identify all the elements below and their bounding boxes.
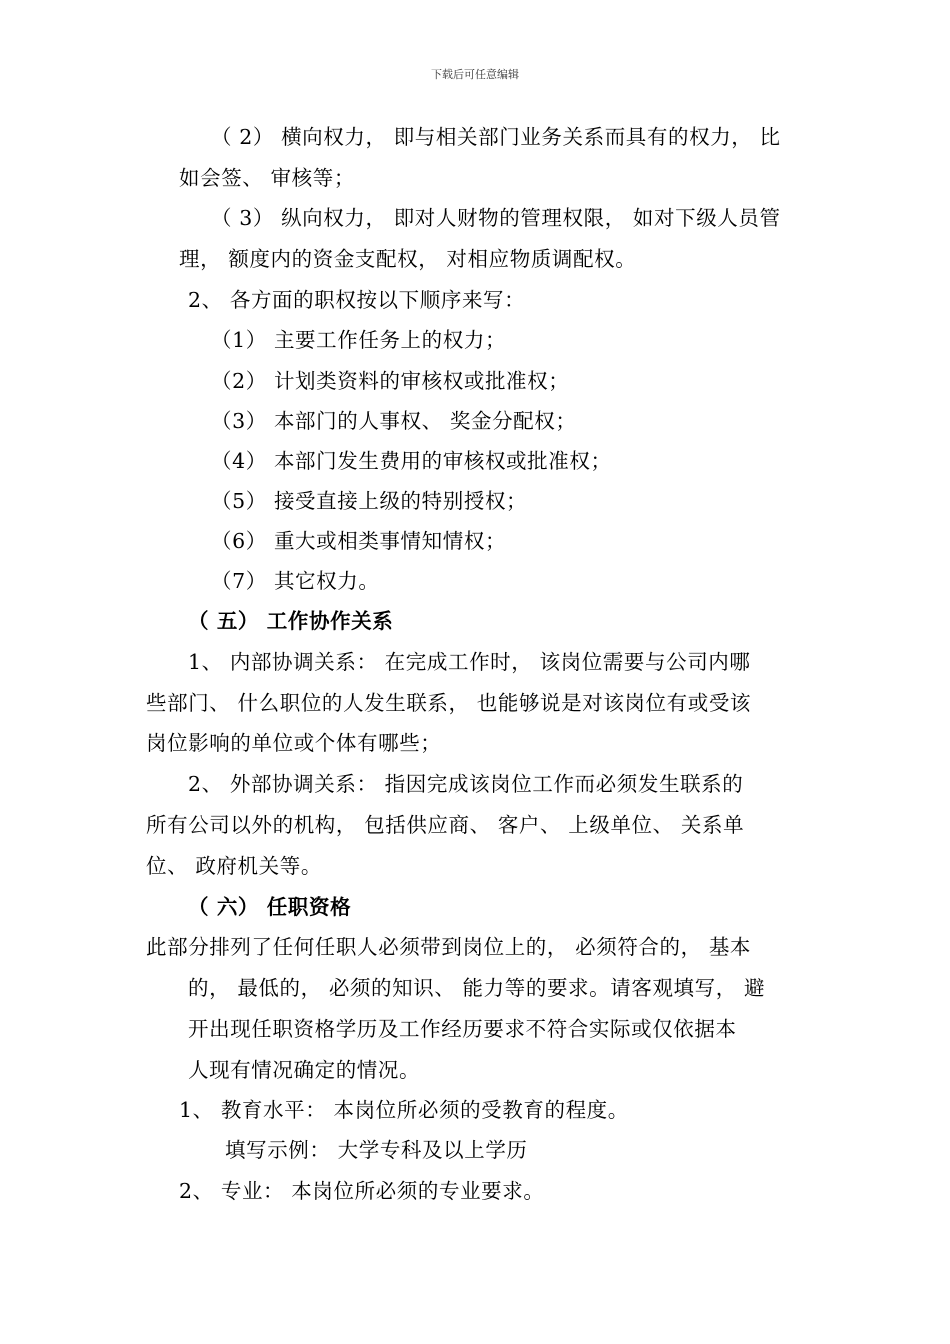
paragraph-line: 岗位影响的单位或个体有哪些； (146, 731, 442, 755)
list-item: （6） 重大或相类事情知情权； (211, 529, 507, 553)
paragraph-line: 1、 教育水平： 本岗位所必须的受教育的程度。 (179, 1098, 629, 1122)
list-item: （7） 其它权力。 (211, 569, 380, 593)
list-item: （5） 接受直接上级的特别授权； (211, 489, 528, 513)
section-heading: （ 五） 工作协作关系 (188, 609, 394, 633)
paragraph-line: 的， 最低的， 必须的知识、 能力等的要求。请客观填写， 避 (188, 976, 766, 1000)
list-item: （2） 计划类资料的审核权或批准权； (211, 369, 570, 393)
paragraph-line: 2、 各方面的职权按以下顺序来写： (188, 288, 526, 312)
paragraph-line: 2、 专业： 本岗位所必须的专业要求。 (179, 1179, 545, 1203)
example-line: 填写示例： 大学专科及以上学历 (225, 1138, 528, 1162)
paragraph-line: 些部门、 什么职位的人发生联系， 也能够说是对该岗位有或受该 (146, 691, 752, 715)
paragraph-line: 开出现任职资格学历及工作经历要求不符合实际或仅依据本 (188, 1017, 737, 1041)
paragraph-line: 1、 内部协调关系： 在完成工作时， 该岗位需要与公司内哪 (188, 650, 751, 674)
paragraph-line: 人现有情况确定的情况。 (188, 1058, 421, 1082)
paragraph-line: （ 3） 纵向权力， 即对人财物的管理权限， 如对下级人员管 (211, 206, 781, 230)
list-item: （3） 本部门的人事权、 奖金分配权； (211, 409, 577, 433)
paragraph-line: （ 2） 横向权力， 即与相关部门业务关系而具有的权力， 比 (211, 125, 781, 149)
list-item: （4） 本部门发生费用的审核权或批准权； (211, 449, 612, 473)
paragraph-line: 理， 额度内的资金支配权， 对相应物质调配权。 (179, 247, 637, 271)
paragraph-line: 此部分排列了任何任职人必须带到岗位上的， 必须符合的， 基本 (146, 935, 752, 959)
paragraph-line: 如会签、 审核等； (179, 166, 355, 190)
page-header: 下载后可任意编辑 (431, 68, 519, 81)
list-item: （1） 主要工作任务上的权力； (211, 328, 507, 352)
section-heading: （ 六） 任职资格 (188, 895, 352, 919)
paragraph-line: 位、 政府机关等。 (146, 854, 322, 878)
paragraph-line: 2、 外部协调关系： 指因完成该岗位工作而必须发生联系的 (188, 772, 744, 796)
paragraph-line: 所有公司以外的机构， 包括供应商、 客户、 上级单位、 关系单 (146, 813, 745, 837)
